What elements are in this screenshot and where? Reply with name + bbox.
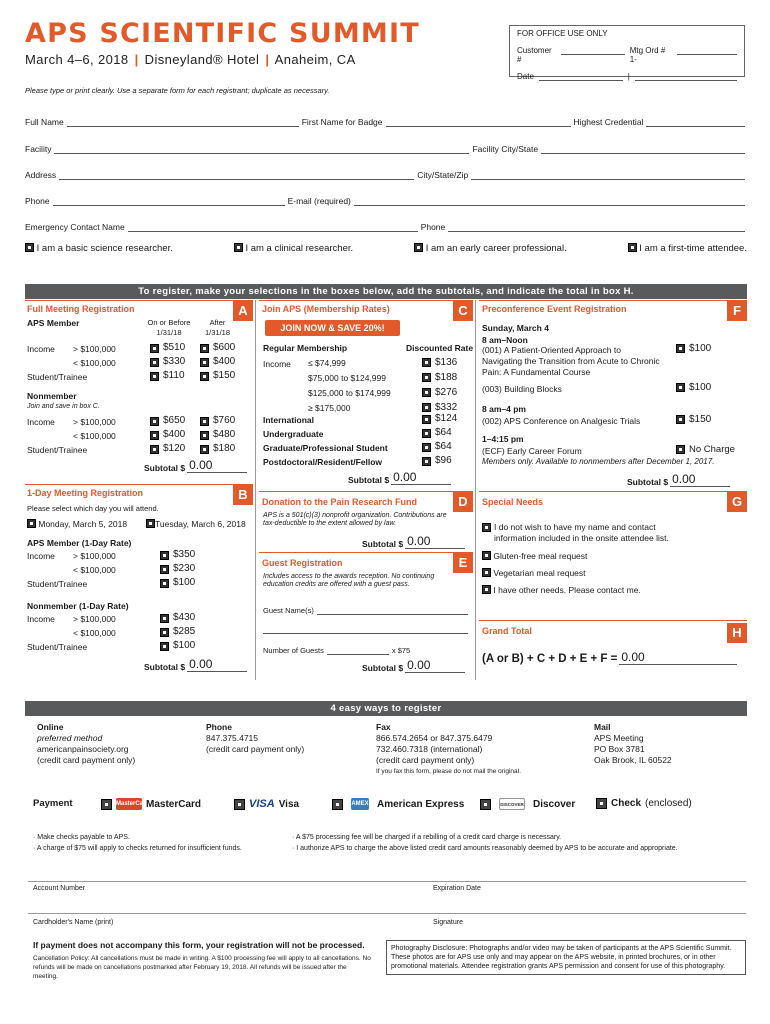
- section-d-header: Donation to the Pain Research Fund D: [259, 491, 473, 509]
- price-option[interactable]: $120: [150, 442, 185, 456]
- role-first-time[interactable]: I am a first-time attendee.: [628, 243, 747, 254]
- price-option[interactable]: $480: [200, 428, 235, 442]
- price-option[interactable]: $330: [150, 355, 185, 369]
- section-c-header: Join APS (Membership Rates) C: [259, 300, 473, 318]
- section-g-header: Special Needs G: [479, 491, 747, 511]
- discover-icon: DISCOVER: [499, 798, 525, 810]
- join-now-badge: JOIN NOW & SAVE 20%!: [265, 320, 400, 336]
- credential-field[interactable]: [646, 117, 745, 127]
- pay-visa[interactable]: VISA Visa: [234, 798, 299, 810]
- price-option[interactable]: $180: [200, 442, 235, 456]
- subtotal-f: Subtotal $ 0.00: [627, 472, 730, 487]
- price-option[interactable]: $110: [150, 369, 185, 383]
- page-title: APS SCIENTIFIC SUMMIT: [25, 18, 420, 49]
- pay-mastercard[interactable]: MasterCard MasterCard: [101, 798, 201, 810]
- role-basic[interactable]: I am a basic science researcher.: [25, 243, 173, 254]
- meeting-order-field[interactable]: [677, 46, 737, 55]
- instructions: Please type or print clearly. Use a separate form for each registrant; duplicate as necessary.: [25, 86, 330, 95]
- customer-number-field[interactable]: [561, 46, 625, 55]
- office-use-box: FOR OFFICE USE ONLY Customer # Mtg Ord # 1- Date |: [509, 25, 745, 77]
- section-h-header: Grand Total H: [479, 620, 747, 640]
- mastercard-icon: MasterCard: [116, 798, 142, 810]
- membership-option[interactable]: $124: [422, 412, 457, 426]
- subtotal-d-value[interactable]: 0.00: [405, 534, 465, 549]
- day-tuesday[interactable]: Tuesday, March 6, 2018: [146, 519, 246, 529]
- membership-option[interactable]: $276: [422, 385, 457, 400]
- office-extra-field[interactable]: [635, 72, 737, 81]
- subtotal-a-value[interactable]: 0.00: [187, 458, 247, 473]
- register-fax: Fax 866.574.2654 or 847.375.6479 732.460.7318 (international) (credit card payment only) If you fax this form, please do not mail the original.: [376, 722, 521, 775]
- row-facility: Facility Facility City/State: [25, 144, 745, 154]
- price-option[interactable]: $400: [200, 355, 235, 369]
- section-a-header: Full Meeting Registration A: [25, 300, 253, 318]
- section-a-member-prices: [150, 341, 185, 383]
- subtotal-e-value[interactable]: 0.00: [405, 658, 465, 673]
- email-field[interactable]: [354, 196, 745, 206]
- phone-field[interactable]: [53, 196, 285, 206]
- register-online: Online preferred method americanpainsociety.org (credit card payment only): [37, 722, 136, 765]
- row-address: Address City/State/Zip: [25, 170, 745, 180]
- price-option[interactable]: $650: [150, 414, 185, 428]
- pay-amex[interactable]: AMEX American Express: [332, 798, 464, 810]
- office-use-label: FOR OFFICE USE ONLY: [517, 29, 608, 38]
- office-date-field[interactable]: [539, 72, 623, 81]
- subtotal-c-value[interactable]: 0.00: [391, 470, 451, 485]
- subtotal-c: Subtotal $ 0.00: [348, 470, 451, 485]
- account-number-field[interactable]: [28, 881, 746, 882]
- pay-discover[interactable]: DISCOVER Discover: [480, 798, 575, 810]
- preconference-ecf[interactable]: No Charge: [676, 444, 735, 455]
- membership-option[interactable]: $188: [422, 370, 457, 385]
- visa-icon: VISA: [249, 798, 275, 810]
- price-option[interactable]: $430: [160, 611, 195, 625]
- price-option[interactable]: $350: [160, 548, 195, 562]
- membership-option[interactable]: $96: [422, 454, 457, 468]
- price-option[interactable]: $150: [200, 369, 235, 383]
- price-option[interactable]: $510: [150, 341, 185, 355]
- special-need-option[interactable]: Vegetarian meal request: [482, 568, 586, 578]
- badge-name-field[interactable]: [386, 117, 571, 127]
- price-option[interactable]: $760: [200, 414, 235, 428]
- emergency-name-field[interactable]: [128, 222, 418, 232]
- cancellation-policy: Cancellation Policy: All cancellations must be made in writing. A $100 processing fee will apply to all cancellations. No refunds will be made on cancellations postmarked after February 19, 2018. All refunds will be issued after the meeting.: [33, 955, 371, 980]
- payment-warning: If payment does not accompany this form, your registration will not be processed.: [33, 940, 365, 950]
- facility-city-field[interactable]: [541, 144, 745, 154]
- day-monday[interactable]: Monday, March 5, 2018: [27, 519, 127, 529]
- membership-option[interactable]: $64: [422, 426, 457, 440]
- guest-names-field-2[interactable]: [263, 624, 468, 634]
- section-b-header: 1-Day Meeting Registration B: [25, 484, 253, 502]
- price-option[interactable]: $100: [160, 576, 195, 590]
- register-mail: Mail APS Meeting PO Box 3781 Oak Brook, IL 60522: [594, 722, 672, 765]
- grand-total: (A or B) + C + D + E + F = 0.00: [482, 650, 737, 665]
- full-name-field[interactable]: [67, 117, 299, 127]
- special-need-option[interactable]: I have other needs. Please contact me.: [482, 585, 641, 595]
- event-date: March 4–6, 2018: [25, 52, 129, 67]
- city-zip-field[interactable]: [471, 170, 745, 180]
- role-clinical[interactable]: I am a clinical researcher.: [234, 243, 353, 254]
- pay-check[interactable]: Check (enclosed): [596, 798, 692, 809]
- price-option[interactable]: $600: [200, 341, 235, 355]
- cardholder-field[interactable]: [28, 913, 746, 914]
- address-field[interactable]: [59, 170, 414, 180]
- event-details: March 4–6, 2018 | Disneyland® Hotel | Anaheim, CA: [25, 52, 356, 67]
- role-early-career[interactable]: I am an early career professional.: [414, 243, 567, 254]
- subtotal-b: Subtotal $ 0.00: [144, 657, 247, 672]
- row-contact: Phone E-mail (required): [25, 196, 745, 206]
- guest-names-field[interactable]: [317, 605, 468, 615]
- subtotal-d: Subtotal $ 0.00: [362, 534, 465, 549]
- subtotal-b-value[interactable]: 0.00: [187, 657, 247, 672]
- price-option[interactable]: $400: [150, 428, 185, 442]
- membership-option[interactable]: $64: [422, 440, 457, 454]
- photo-disclosure: Photography Disclosure: Photographs and/or video may be taken of participants at the APS Scientific Summit. These photos are for APS use only and may appear on the APS website, in printed brochures, or in other promotional materials. Attendee registration grants APS permission and consent for use of this photography.: [386, 940, 746, 975]
- row-emergency: Emergency Contact Name Phone: [25, 222, 745, 232]
- price-option[interactable]: $285: [160, 625, 195, 639]
- preconference-002[interactable]: $150: [676, 414, 711, 425]
- membership-option[interactable]: $332: [422, 400, 457, 415]
- register-phone: Phone 847.375.4715 (credit card payment only): [206, 722, 305, 754]
- grand-total-value[interactable]: 0.00: [619, 650, 737, 665]
- preconference-003[interactable]: $100: [676, 382, 711, 393]
- guest-count-field[interactable]: [327, 645, 389, 655]
- ways-banner: 4 easy ways to register: [25, 701, 747, 716]
- price-option[interactable]: $100: [160, 639, 195, 653]
- subtotal-f-value[interactable]: 0.00: [670, 472, 730, 487]
- facility-field[interactable]: [54, 144, 469, 154]
- subtotal-e: Subtotal $ 0.00: [362, 658, 465, 673]
- role-options: [25, 243, 747, 254]
- row-name: Full Name First Name for Badge Highest Credential: [25, 117, 745, 127]
- preconference-001[interactable]: $100: [676, 343, 711, 354]
- section-e-header: Guest Registration E: [259, 552, 473, 570]
- subtotal-a: Subtotal $ 0.00: [144, 458, 247, 473]
- emergency-phone-field[interactable]: [448, 222, 745, 232]
- price-option[interactable]: $230: [160, 562, 195, 576]
- instruction-banner: To register, make your selections in the boxes below, add the subtotals, and indicate the total in box H.: [25, 284, 747, 299]
- event-city: Anaheim, CA: [274, 52, 356, 67]
- membership-option[interactable]: $136: [422, 355, 457, 370]
- amex-icon: AMEX: [351, 798, 369, 810]
- special-need-option[interactable]: Gluten-free meal request: [482, 551, 587, 561]
- section-f-header: Preconference Event Registration F: [479, 300, 747, 320]
- event-venue: Disneyland® Hotel: [144, 52, 260, 67]
- special-need-option[interactable]: I do not wish to have my name and contact information included in the onsite attendee list.: [482, 522, 692, 544]
